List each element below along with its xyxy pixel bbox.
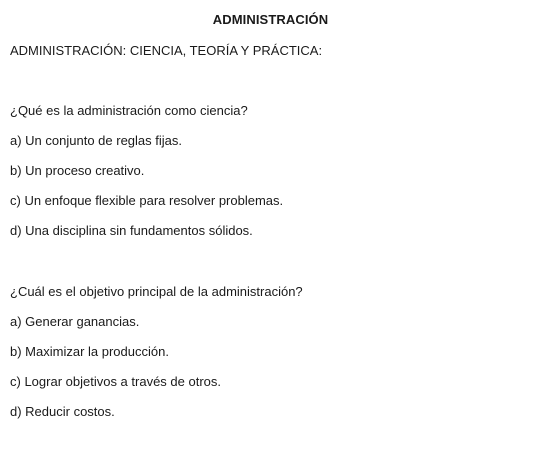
question-2-option-b: b) Maximizar la producción.: [10, 344, 169, 359]
question-1-option-d: d) Una disciplina sin fundamentos sólidos.: [10, 223, 253, 238]
question-1-option-b: b) Un proceso creativo.: [10, 163, 145, 178]
document-title: ADMINISTRACIÓN: [212, 12, 329, 27]
question-2-option-d: d) Reducir costos.: [10, 404, 115, 419]
question-1: ¿Qué es la administración como ciencia?: [10, 103, 248, 118]
question-2-option-c: c) Lograr objetivos a través de otros.: [10, 374, 221, 389]
document-subtitle: ADMINISTRACIÓN: CIENCIA, TEORÍA Y PRÁCTICA:: [10, 43, 323, 58]
question-1-option-a: a) Un conjunto de reglas fijas.: [10, 133, 182, 148]
question-2: ¿Cuál es el objetivo principal de la administración?: [10, 284, 303, 299]
question-1-option-c: c) Un enfoque flexible para resolver problemas.: [10, 193, 284, 208]
question-2-option-a: a) Generar ganancias.: [10, 314, 140, 329]
